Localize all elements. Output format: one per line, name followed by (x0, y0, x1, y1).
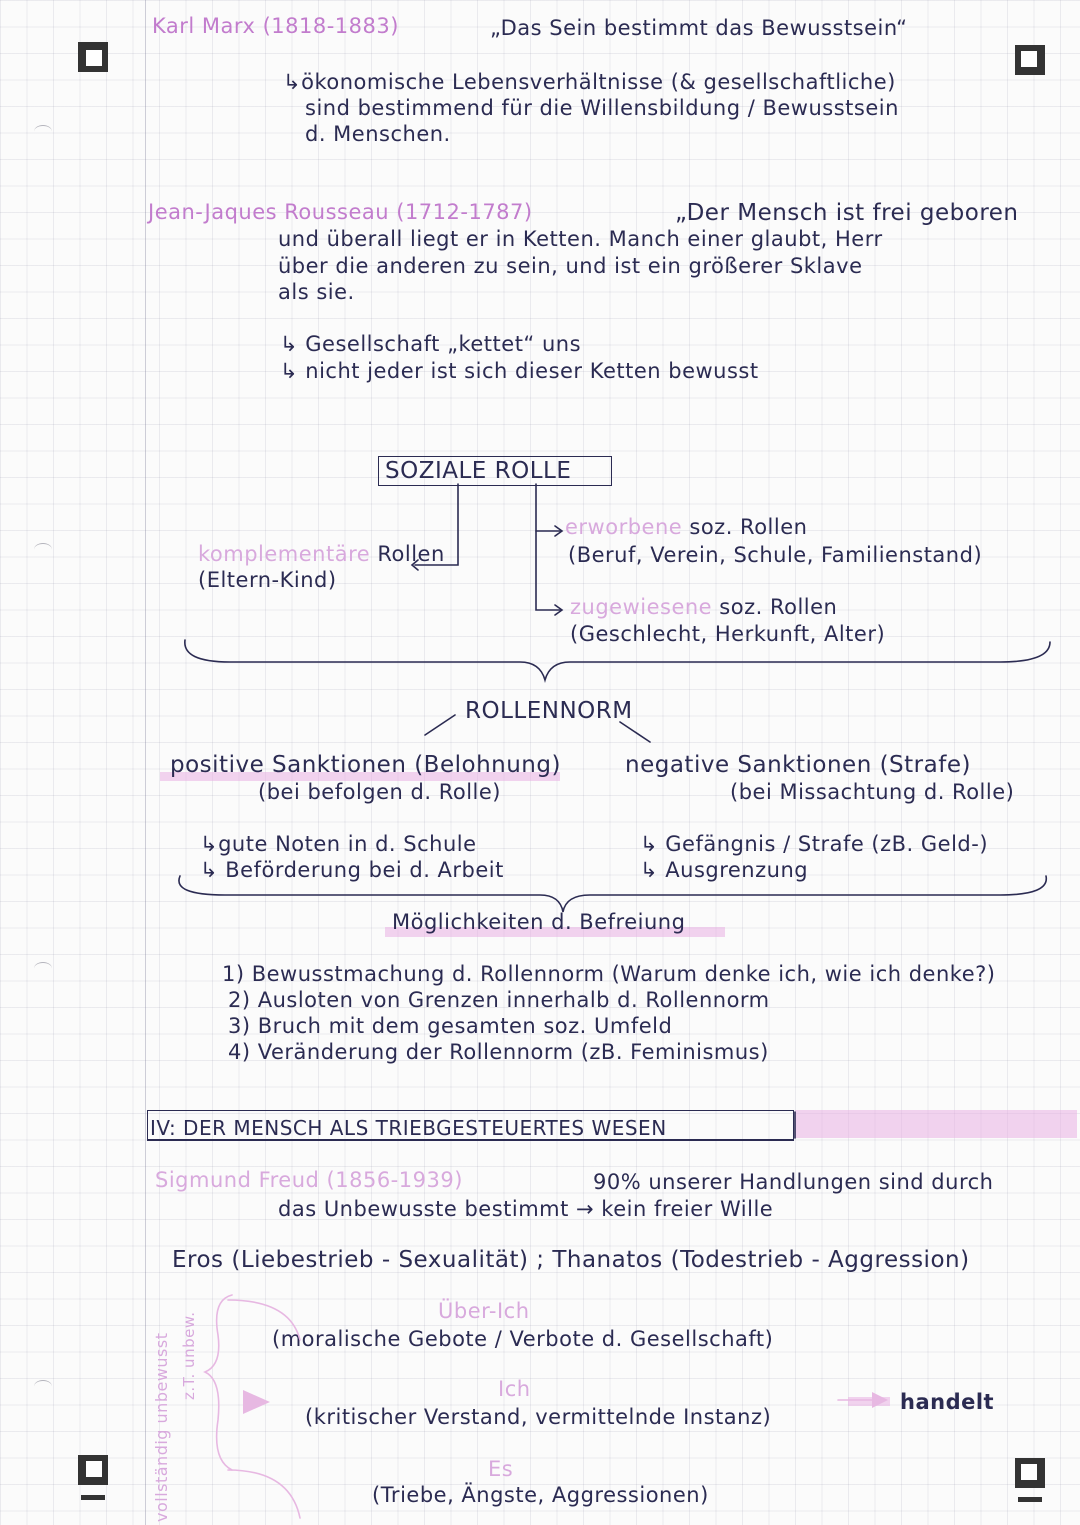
marx-name: Karl Marx (1818-1883) (152, 14, 399, 38)
befreiung-item-4: 4) Veränderung der Rollennorm (zB. Feminismus) (228, 1040, 769, 1064)
ueber-ich-label: Über-Ich (438, 1299, 530, 1323)
freud-line-2: das Unbewusste bestimmt → kein freier Wille (278, 1197, 774, 1221)
line-to-positive (425, 715, 455, 735)
negative-example-1: ↳ Gefängnis / Strafe (zB. Geld-) (640, 832, 989, 856)
ascribed-example: (Geschlecht, Herkunft, Alter) (570, 622, 886, 646)
befreiung-title: Möglichkeiten d. Befreiung (392, 910, 686, 934)
freud-name: Sigmund Freud (1856-1939) (155, 1168, 463, 1192)
side-label-zt: z.T. unbew. (180, 1311, 198, 1400)
rousseau-quote-1: „Der Mensch ist frei geboren (675, 200, 1019, 226)
brace-norm (179, 876, 1046, 912)
curves-instances (228, 1300, 300, 1518)
side-label-unbewusst: vollständig unbewusst (152, 1332, 171, 1522)
positive-sanctions: positive Sanktionen (Belohnung) (170, 752, 561, 778)
soziale-rolle-title: SOZIALE ROLLE (385, 458, 572, 484)
line-to-ascribed (536, 484, 560, 610)
negative-sanctions: negative Sanktionen (Strafe) (625, 752, 971, 778)
brace-roles (185, 640, 1050, 680)
positive-example-2: ↳ Beförderung bei d. Arbeit (200, 858, 504, 882)
es-desc: (Triebe, Ängste, Aggressionen) (372, 1483, 709, 1507)
ascribed-roles: zugewiesene soz. Rollen (570, 595, 838, 619)
complementary-roles: komplementäre Rollen (198, 542, 445, 566)
es-label: Es (488, 1457, 514, 1481)
complementary-example: (Eltern-Kind) (198, 568, 337, 592)
marx-line-1: ↳ökonomische Lebensverhältnisse (& gesellschaftliche) (283, 70, 896, 94)
arrowheads-roles (555, 526, 562, 615)
rousseau-quote-3: über die anderen zu sein, und ist ein größerer Sklave (278, 254, 863, 278)
eros-thanatos: Eros (Liebestrieb - Sexualität) ; Thanatos (Todestrieb - Aggression) (172, 1247, 970, 1273)
section4-heading: IV: DER MENSCH ALS TRIEBGESTEUERTES WESEN (150, 1116, 667, 1140)
acquired-example: (Beruf, Verein, Schule, Familienstand) (568, 543, 983, 567)
befreiung-item-1: 1) Bewusstmachung d. Rollennorm (Warum denke ich, wie ich denke?) (222, 962, 996, 986)
brace-ich (205, 1295, 232, 1470)
line-to-negative (620, 722, 650, 742)
marx-quote: „Das Sein bestimmt das Bewusstsein“ (490, 16, 908, 40)
line-to-complementary (415, 484, 458, 565)
handelt-label: handelt (900, 1390, 995, 1414)
freud-line-1: 90% unserer Handlungen sind durch (593, 1170, 994, 1194)
positive-example-1: ↳gute Noten in d. Schule (200, 832, 477, 856)
arrow-handelt-head (872, 1392, 888, 1408)
arrow-ich-head (243, 1390, 270, 1414)
negative-sanctions-sub: (bei Missachtung d. Rolle) (730, 780, 1015, 804)
rousseau-name: Jean-Jaques Rousseau (1712-1787) (148, 200, 533, 224)
rousseau-note-1: ↳ Gesellschaft „kettet“ uns (280, 332, 582, 356)
rousseau-note-2: ↳ nicht jeder ist sich dieser Ketten bewusst (280, 359, 759, 383)
befreiung-item-3: 3) Bruch mit dem gesamten soz. Umfeld (228, 1014, 673, 1038)
acquired-roles: erworbene soz. Rollen (565, 515, 808, 539)
negative-example-2: ↳ Ausgrenzung (640, 858, 809, 882)
ich-desc: (kritischer Verstand, vermittelnde Instanz) (305, 1405, 772, 1429)
befreiung-item-2: 2) Ausloten von Grenzen innerhalb d. Rollennorm (228, 988, 770, 1012)
marx-line-2: sind bestimmend für die Willensbildung / Bewusstsein (305, 96, 899, 120)
ich-label: Ich (498, 1377, 531, 1401)
positive-sanctions-sub: (bei befolgen d. Rolle) (258, 780, 501, 804)
rollennorm-title: ROLLENNORM (465, 698, 633, 724)
rousseau-quote-2: und überall liegt er in Ketten. Manch einer glaubt, Herr (278, 227, 883, 251)
rousseau-quote-4: als sie. (278, 280, 355, 304)
marx-line-3: d. Menschen. (305, 122, 451, 146)
ueber-ich-desc: (moralische Gebote / Verbote d. Gesellschaft) (272, 1327, 774, 1351)
